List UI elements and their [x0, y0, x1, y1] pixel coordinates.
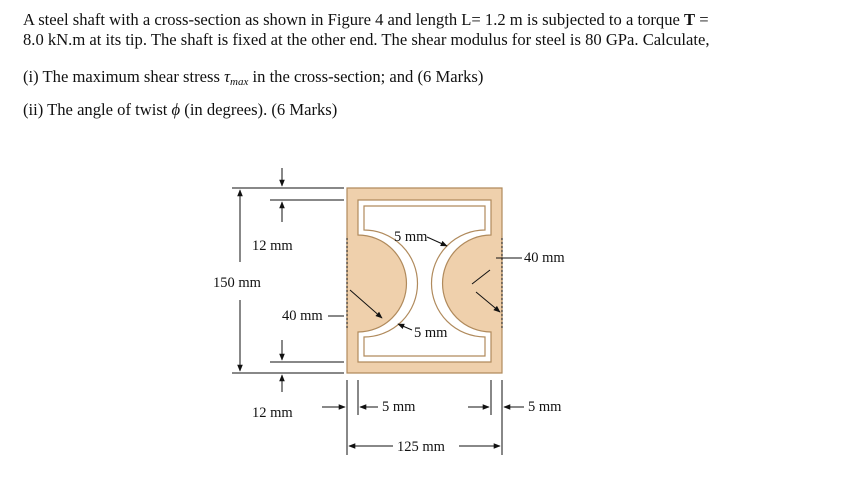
label-radius-right: 40 mm: [524, 250, 565, 266]
problem-line-2: 8.0 kN.m at its tip. The shaft is fixed at the other end. The shear modulus for steel is 80 GPa. Calculate,: [23, 30, 710, 49]
part-i-suffix: in the cross-section; and (6 Marks): [248, 67, 484, 86]
part-ii-prefix: (ii) The angle of twist: [23, 100, 172, 119]
label-height: 150 mm: [213, 275, 261, 291]
label-web-mid: 5 mm: [414, 325, 448, 341]
label-bottom-flange: 12 mm: [252, 405, 293, 421]
label-width: 125 mm: [397, 439, 445, 455]
label-web-top: 5 mm: [394, 229, 428, 245]
problem-line-1-suffix: =: [695, 10, 709, 29]
cross-section-shape: [347, 188, 502, 373]
label-radius-left: 40 mm: [282, 308, 323, 324]
tau-symbol: τ: [224, 67, 231, 86]
part-i-prefix: (i) The maximum shear stress: [23, 67, 225, 86]
torque-symbol: T: [684, 10, 696, 29]
problem-line-1-text: A steel shaft with a cross-section as shown in Figure 4 and length L= 1.2 m is subjected to a torque: [23, 10, 685, 29]
label-web-right: 5 mm: [528, 399, 562, 415]
part-ii-suffix: (in degrees). (6 Marks): [180, 100, 338, 119]
label-top-flange: 12 mm: [252, 238, 293, 254]
tau-subscript: max: [230, 76, 249, 88]
phi-symbol: ϕ: [171, 100, 181, 119]
label-web-left: 5 mm: [382, 399, 416, 415]
